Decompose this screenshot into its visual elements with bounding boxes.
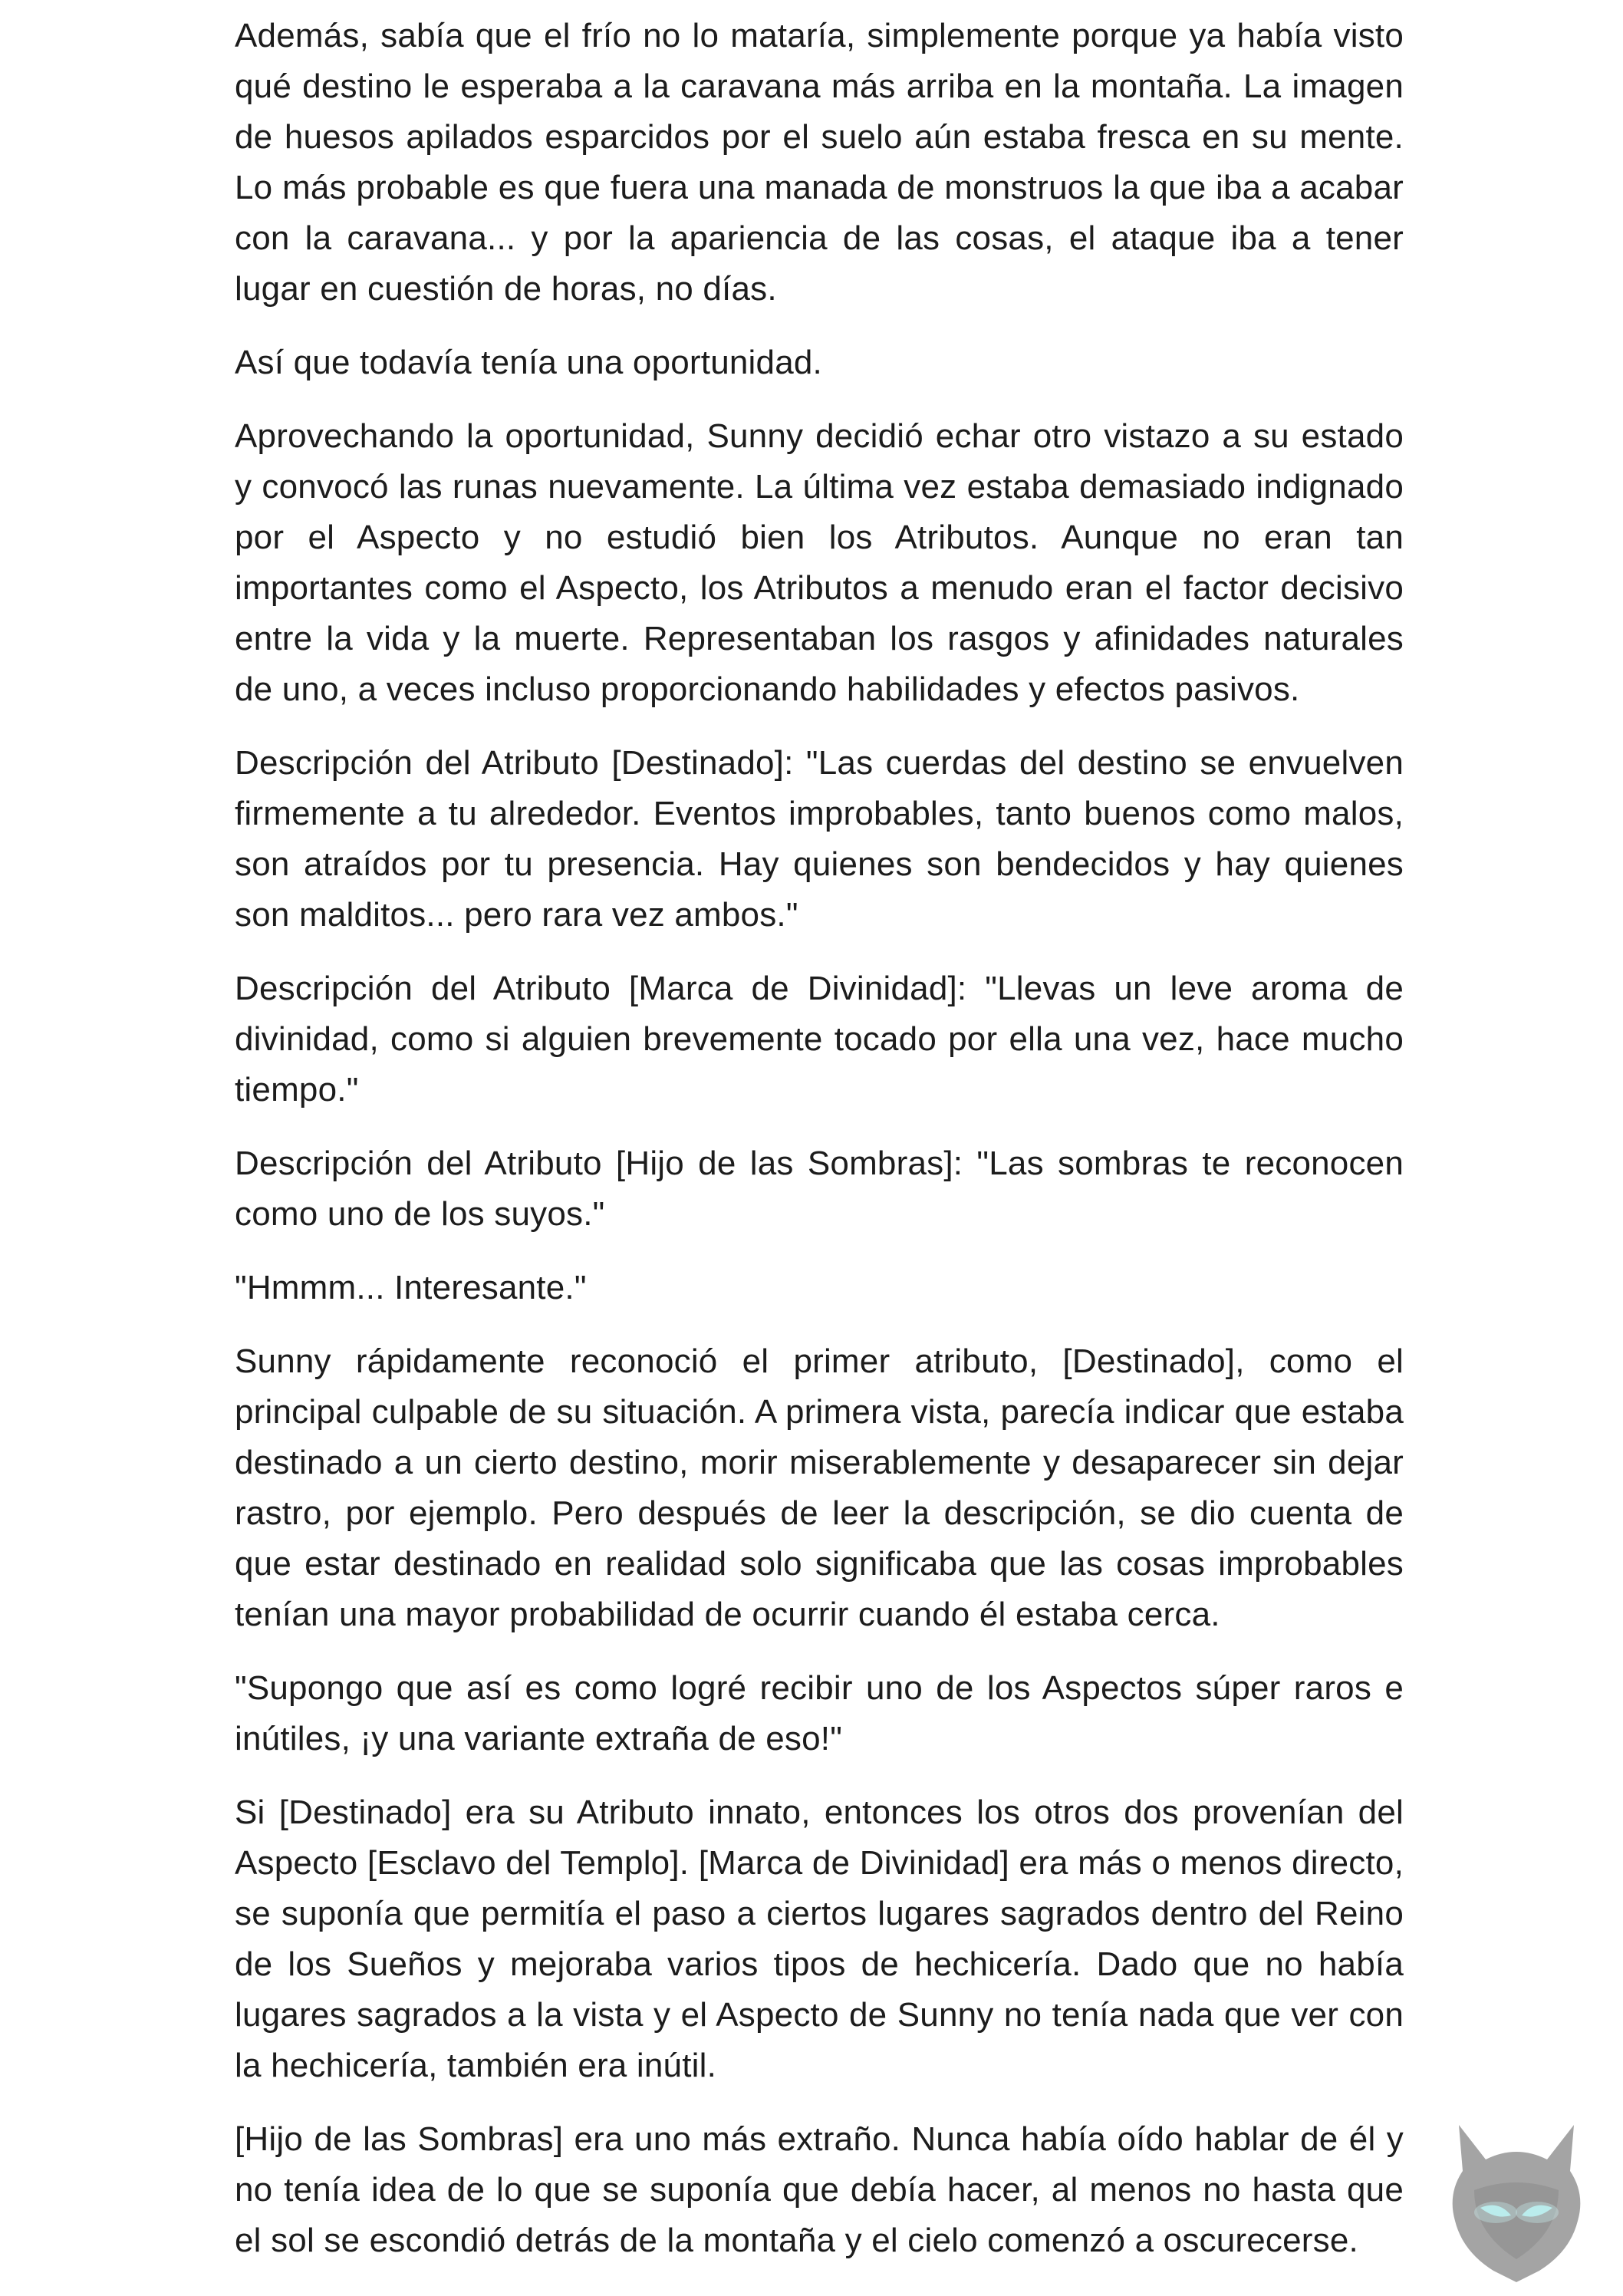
paragraph-11: [Hijo de las Sombras] era uno más extraño. Nunca había oído hablar de él y no tenía idea de lo que se suponía que debía hacer, al menos no hasta que el sol se escondió detrás de la montaña y el cielo comenzó a oscurecerse. (235, 2120, 1404, 2259)
paragraph-2: Así que todavía tenía una oportunidad. (235, 344, 822, 381)
paragraph-1: Además, sabía que el frío no lo mataría, simplemente porque ya había visto qué destino le esperaba a la caravana más arriba en la montaña. La imagen de huesos apilados esparcidos por el suelo aún estaba fresca en su mente. Lo más probable es que fuera una manada de monstruos la que iba a acabar con la caravana... y por la apariencia de las cosas, el ataque iba a tener lugar en cuestión de horas, no días. (235, 17, 1404, 308)
paragraph-3: Aprovechando la oportunidad, Sunny decidió echar otro vistazo a su estado y convocó las runas nuevamente. La última vez estaba demasiado indignado por el Aspecto y no estudió bien los Atributos. Aunque no eran tan importantes como el Aspecto, los Atributos a menudo eran el factor decisivo entre la vida y la muerte. Representaban los rasgos y afinidades naturales de uno, a veces incluso proporcionando habilidades y efectos pasivos. (235, 417, 1404, 708)
paragraph-8: Sunny rápidamente reconoció el primer atributo, [Destinado], como el principal culpable de su situación. A primera vista, parecía indicar que estaba destinado a un cierto destino, morir miserablemente y desaparecer sin dejar rastro, por ejemplo. Pero después de leer la descripción, se dio cuenta de que estar destinado en realidad solo significaba que las cosas improbables tenían una mayor probabilidad de ocurrir cuando él estaba cerca. (235, 1342, 1404, 1633)
paragraph-7: "Hmmm... Interesante." (235, 1269, 587, 1306)
paragraph-5: Descripción del Atributo [Marca de Divinidad]: "Llevas un leve aroma de divinidad, como si alguien brevemente tocado por ella una vez, hace mucho tiempo." (235, 970, 1404, 1108)
document-body (235, 11, 1404, 2289)
paragraph-4: Descripción del Atributo [Destinado]: "Las cuerdas del destino se envuelven firmemente a tu alrededor. Eventos improbables, tanto buenos como malos, son atraídos por tu presencia. Hay quienes son bendecidos y hay quienes son malditos... pero rara vez ambos." (235, 744, 1404, 934)
paragraph-6: Descripción del Atributo [Hijo de las Sombras]: "Las sombras te reconocen como uno de los suyos." (235, 1145, 1404, 1233)
paragraph-10: Si [Destinado] era su Atributo innato, entonces los otros dos provenían del Aspecto [Esclavo del Templo]. [Marca de Divinidad] era más o menos directo, se suponía que permitía el paso a ciertos lugares sagrados dentro del Reino de los Sueños y mejoraba varios tipos de hechicería. Dado que no había lugares sagrados a la vista y el Aspecto de Sunny no tenía nada que ver con la hechicería, también era inútil. (235, 1794, 1404, 2084)
demon-head-icon (1444, 2117, 1589, 2286)
paragraph-9: "Supongo que así es como logré recibir uno de los Aspectos súper raros e inútiles, ¡y una variante extraña de eso!" (235, 1669, 1404, 1757)
